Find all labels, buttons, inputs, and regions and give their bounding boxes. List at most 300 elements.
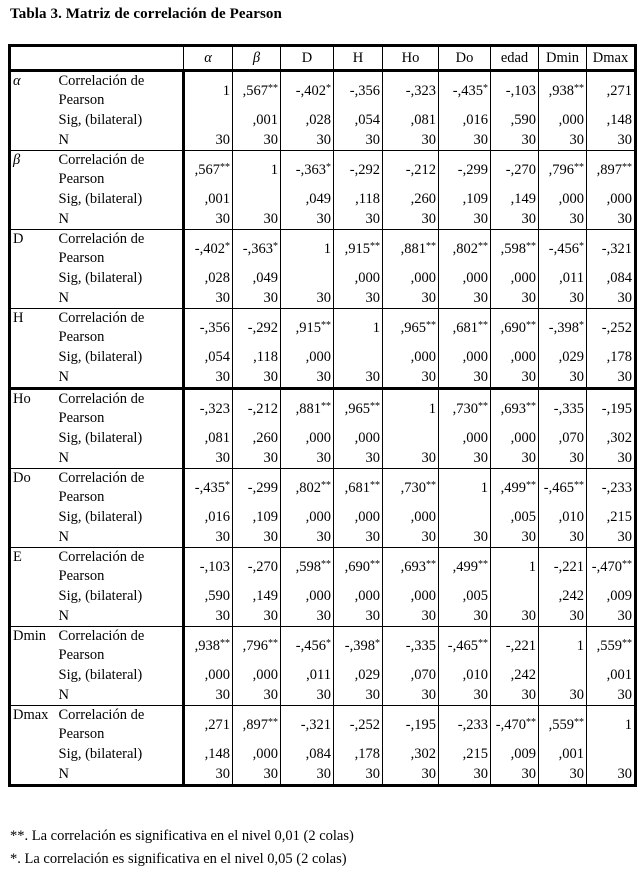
significance-marker: ** <box>526 319 536 331</box>
table-cell: -,402* <box>184 230 233 269</box>
row-statistic-label: Sig, (bilateral) <box>57 189 184 209</box>
table-cell: ,567** <box>233 71 281 111</box>
table-cell: 30 <box>233 606 281 627</box>
table-cell: ,730** <box>439 389 491 429</box>
table-cell: ,000 <box>281 347 334 367</box>
table-cell: -,195 <box>587 389 636 429</box>
table-cell: 30 <box>383 527 439 548</box>
row-statistic-label: Sig, (bilateral) <box>57 586 184 606</box>
table-cell: ,001 <box>233 110 281 130</box>
table-cell: ,567** <box>184 151 233 190</box>
table-cell: 30 <box>587 288 636 309</box>
table-row <box>10 469 636 508</box>
table-cell: 30 <box>184 527 233 548</box>
table-cell: ,000 <box>439 428 491 448</box>
table-cell: 30 <box>233 130 281 151</box>
table-row <box>10 110 636 130</box>
table-cell: ,010 <box>539 507 587 527</box>
table-cell: ,897** <box>587 151 636 190</box>
table-row <box>10 389 636 429</box>
table-cell: 30 <box>587 367 636 389</box>
table-cell: ,109 <box>233 507 281 527</box>
row-variable-label: α <box>10 71 57 151</box>
significance-marker: ** <box>622 161 632 173</box>
row-statistic-label: Correlación de Pearson <box>57 627 184 666</box>
table-cell: ,010 <box>439 665 491 685</box>
table-cell: -,212 <box>233 389 281 429</box>
table-cell: 30 <box>334 288 383 309</box>
significance-marker: ** <box>370 479 380 491</box>
header-corner <box>10 46 184 71</box>
table-cell: 30 <box>491 288 539 309</box>
table-cell: -,252 <box>334 706 383 745</box>
table-cell <box>439 507 491 527</box>
table-row <box>10 209 636 230</box>
table-row <box>10 428 636 448</box>
table-cell: ,690** <box>491 309 539 348</box>
table-cell: 30 <box>587 448 636 469</box>
table-cell: -,470** <box>587 548 636 587</box>
table-cell: 30 <box>281 448 334 469</box>
column-header: β <box>233 46 281 71</box>
table-cell: ,070 <box>383 665 439 685</box>
table-cell: ,000 <box>539 189 587 209</box>
significance-marker: * <box>375 637 380 649</box>
significance-marker: ** <box>370 400 380 412</box>
table-row <box>10 71 636 111</box>
row-statistic-label: N <box>57 685 184 706</box>
table-cell: ,559** <box>587 627 636 666</box>
significance-marker: ** <box>526 240 536 252</box>
significance-marker: * <box>225 479 230 491</box>
table-cell: ,000 <box>491 268 539 288</box>
table-cell: -,323 <box>383 71 439 111</box>
significance-marker: ** <box>478 558 488 570</box>
table-cell: 30 <box>539 367 587 389</box>
table-row <box>10 288 636 309</box>
table-cell: -,363* <box>233 230 281 269</box>
table-cell <box>491 586 539 606</box>
table-cell: 30 <box>439 130 491 151</box>
correlation-table <box>8 44 637 787</box>
table-cell: 30 <box>383 367 439 389</box>
table-cell: 30 <box>587 209 636 230</box>
column-header: α <box>184 46 233 71</box>
table-cell: -,435* <box>439 71 491 111</box>
table-cell: ,681** <box>439 309 491 348</box>
table-cell: 30 <box>334 209 383 230</box>
table-cell <box>539 665 587 685</box>
table-cell: ,016 <box>184 507 233 527</box>
table-cell: ,881** <box>383 230 439 269</box>
table-cell: ,001 <box>587 665 636 685</box>
significance-marker: ** <box>426 558 436 570</box>
row-statistic-label: N <box>57 130 184 151</box>
table-cell: ,011 <box>281 665 334 685</box>
table-cell: -,363* <box>281 151 334 190</box>
table-cell: 30 <box>491 527 539 548</box>
row-statistic-label: Sig, (bilateral) <box>57 744 184 764</box>
table-cell: ,000 <box>334 428 383 448</box>
table-cell: ,897** <box>233 706 281 745</box>
significance-marker: ** <box>478 319 488 331</box>
table-cell: -,335 <box>539 389 587 429</box>
table-cell: 30 <box>184 130 233 151</box>
table-cell: ,070 <box>539 428 587 448</box>
significance-marker: ** <box>478 637 488 649</box>
table-cell: 30 <box>439 448 491 469</box>
table-cell: 30 <box>334 527 383 548</box>
table-cell: -,195 <box>383 706 439 745</box>
table-cell: ,028 <box>184 268 233 288</box>
table-cell: 30 <box>491 764 539 786</box>
column-header: H <box>334 46 383 71</box>
table-cell: ,271 <box>184 706 233 745</box>
table-cell: -,465** <box>539 469 587 508</box>
row-statistic-label: Correlación de Pearson <box>57 309 184 348</box>
row-statistic-label: Sig, (bilateral) <box>57 507 184 527</box>
table-cell: ,965** <box>334 389 383 429</box>
table-cell: ,000 <box>184 665 233 685</box>
table-cell: 30 <box>491 606 539 627</box>
table-row <box>10 627 636 666</box>
significance-marker: ** <box>526 716 536 728</box>
table-cell: 30 <box>539 288 587 309</box>
table-cell: 30 <box>587 606 636 627</box>
table-cell: ,693** <box>383 548 439 587</box>
table-cell: ,081 <box>184 428 233 448</box>
significance-marker: ** <box>426 479 436 491</box>
table-cell: 1 <box>184 71 233 111</box>
table-cell: ,938** <box>184 627 233 666</box>
table-cell: ,730** <box>383 469 439 508</box>
significance-marker: ** <box>526 400 536 412</box>
column-header: Dmin <box>539 46 587 71</box>
table-cell: ,215 <box>439 744 491 764</box>
column-header: Dmax <box>587 46 636 71</box>
table-cell: ,802** <box>281 469 334 508</box>
table-cell: ,054 <box>334 110 383 130</box>
table-cell: ,149 <box>233 586 281 606</box>
table-cell: 1 <box>439 469 491 508</box>
table-cell: ,965** <box>383 309 439 348</box>
table-cell: -,321 <box>587 230 636 269</box>
table-cell: ,000 <box>334 586 383 606</box>
significance-marker: ** <box>574 479 584 491</box>
row-statistic-label: Correlación de Pearson <box>57 389 184 429</box>
table-cell: ,084 <box>281 744 334 764</box>
table-cell: 30 <box>281 367 334 389</box>
table-cell: ,559** <box>539 706 587 745</box>
table-cell: ,001 <box>184 189 233 209</box>
table-cell: ,084 <box>587 268 636 288</box>
table-cell: 30 <box>184 448 233 469</box>
table-cell: ,001 <box>539 744 587 764</box>
table-cell: 30 <box>383 606 439 627</box>
table-cell: ,598** <box>491 230 539 269</box>
table-cell: 30 <box>184 209 233 230</box>
table-cell: ,005 <box>439 586 491 606</box>
table-cell: ,000 <box>439 268 491 288</box>
table-cell: 30 <box>281 209 334 230</box>
row-statistic-label: Correlación de Pearson <box>57 71 184 111</box>
table-row <box>10 347 636 367</box>
significance-marker: ** <box>321 558 331 570</box>
table-cell: -,233 <box>587 469 636 508</box>
table-cell: -,398* <box>539 309 587 348</box>
table-cell: 30 <box>233 764 281 786</box>
row-statistic-label: N <box>57 764 184 786</box>
table-cell: 30 <box>587 130 636 151</box>
table-cell: ,118 <box>233 347 281 367</box>
table-cell: -,465** <box>439 627 491 666</box>
table-cell: ,693** <box>491 389 539 429</box>
row-statistic-label: N <box>57 448 184 469</box>
table-cell: 1 <box>491 548 539 587</box>
column-header: Ho <box>383 46 439 71</box>
table-cell: -,292 <box>334 151 383 190</box>
table-cell: -,402* <box>281 71 334 111</box>
significance-marker: ** <box>526 479 536 491</box>
table-cell: ,054 <box>184 347 233 367</box>
table-cell: ,148 <box>184 744 233 764</box>
table-row <box>10 527 636 548</box>
row-statistic-label: Sig, (bilateral) <box>57 110 184 130</box>
table-cell: ,681** <box>334 469 383 508</box>
table-row <box>10 685 636 706</box>
significance-marker: * <box>579 319 584 331</box>
table-cell: ,000 <box>281 428 334 448</box>
table-cell: ,005 <box>491 507 539 527</box>
table-cell: 30 <box>383 288 439 309</box>
table-cell: 30 <box>539 448 587 469</box>
table-cell: 30 <box>383 209 439 230</box>
table-cell: ,796** <box>233 627 281 666</box>
table-cell: ,029 <box>539 347 587 367</box>
table-cell: 30 <box>439 764 491 786</box>
table-cell: ,302 <box>383 744 439 764</box>
table-cell: ,915** <box>334 230 383 269</box>
table-cell: -,221 <box>539 548 587 587</box>
table-cell: -,470** <box>491 706 539 745</box>
table-cell: 30 <box>281 764 334 786</box>
significance-marker: ** <box>220 161 230 173</box>
table-cell: 1 <box>281 230 334 269</box>
table-cell: ,000 <box>233 665 281 685</box>
table-cell: ,081 <box>383 110 439 130</box>
table-cell: -,398* <box>334 627 383 666</box>
table-cell: -,299 <box>439 151 491 190</box>
table-cell <box>281 268 334 288</box>
table-cell: 30 <box>539 209 587 230</box>
table-cell: -,456* <box>539 230 587 269</box>
table-cell: ,242 <box>539 586 587 606</box>
table-cell: ,242 <box>491 665 539 685</box>
table-cell: -,233 <box>439 706 491 745</box>
table-cell: ,215 <box>587 507 636 527</box>
table-cell: 30 <box>184 367 233 389</box>
table-cell: ,028 <box>281 110 334 130</box>
table-cell: -,270 <box>491 151 539 190</box>
significance-marker: ** <box>268 716 278 728</box>
table-cell <box>184 110 233 130</box>
table-cell: ,260 <box>233 428 281 448</box>
table-cell <box>334 347 383 367</box>
row-statistic-label: N <box>57 606 184 627</box>
table-cell: 30 <box>439 288 491 309</box>
table-cell: 30 <box>539 606 587 627</box>
table-cell: 30 <box>184 288 233 309</box>
table-cell: ,009 <box>491 744 539 764</box>
table-cell: 30 <box>233 448 281 469</box>
table-cell: 30 <box>184 606 233 627</box>
table-cell: ,000 <box>383 586 439 606</box>
table-cell <box>383 428 439 448</box>
table-cell: ,690** <box>334 548 383 587</box>
table-cell: -,292 <box>233 309 281 348</box>
table-title: Tabla 3. Matriz de correlación de Pearson <box>10 6 282 22</box>
table-row <box>10 130 636 151</box>
table-cell: -,299 <box>233 469 281 508</box>
table-cell: ,000 <box>491 347 539 367</box>
significance-marker: * <box>225 240 230 252</box>
table-cell: ,000 <box>491 428 539 448</box>
row-statistic-label: Sig, (bilateral) <box>57 665 184 685</box>
table-cell: ,148 <box>587 110 636 130</box>
significance-marker: * <box>326 82 331 94</box>
table-cell: ,802** <box>439 230 491 269</box>
table-cell: ,271 <box>587 71 636 111</box>
table-cell: ,302 <box>587 428 636 448</box>
significance-marker: ** <box>370 558 380 570</box>
significance-marker: ** <box>574 161 584 173</box>
table-cell: ,029 <box>334 665 383 685</box>
significance-marker: ** <box>478 240 488 252</box>
significance-marker: ** <box>622 637 632 649</box>
footnote-005: *. La correlación es significativa en el nivel 0,05 (2 colas) <box>10 851 347 867</box>
row-variable-label: Dmin <box>10 627 57 706</box>
table-cell: ,881** <box>281 389 334 429</box>
significance-marker: ** <box>268 82 278 94</box>
table-cell: 30 <box>281 288 334 309</box>
table-cell: -,456* <box>281 627 334 666</box>
table-cell: 30 <box>439 685 491 706</box>
row-variable-label: H <box>10 309 57 389</box>
table-row <box>10 744 636 764</box>
table-row <box>10 507 636 527</box>
table-cell: 30 <box>233 367 281 389</box>
row-variable-label: Ho <box>10 389 57 469</box>
table-row <box>10 606 636 627</box>
table-row <box>10 548 636 587</box>
table-cell: 30 <box>334 367 383 389</box>
table-cell: 30 <box>233 685 281 706</box>
table-cell: ,118 <box>334 189 383 209</box>
row-variable-label: Do <box>10 469 57 548</box>
table-cell: 30 <box>334 130 383 151</box>
table-cell: 30 <box>491 367 539 389</box>
table-cell: -,356 <box>184 309 233 348</box>
significance-marker: * <box>326 637 331 649</box>
table-row <box>10 151 636 190</box>
table-cell: -,321 <box>281 706 334 745</box>
table-row <box>10 189 636 209</box>
table-cell: -,252 <box>587 309 636 348</box>
table-cell: -,221 <box>491 627 539 666</box>
row-variable-label: Dmax <box>10 706 57 786</box>
table-row <box>10 367 636 389</box>
table-cell: 30 <box>334 685 383 706</box>
table-cell: 30 <box>334 606 383 627</box>
table-row <box>10 309 636 348</box>
table-cell: 30 <box>491 209 539 230</box>
table-cell: 30 <box>491 685 539 706</box>
table-cell: 30 <box>233 288 281 309</box>
table-cell <box>587 744 636 764</box>
significance-marker: * <box>483 82 488 94</box>
column-header: edad <box>491 46 539 71</box>
table-cell: ,000 <box>281 507 334 527</box>
table-cell: 30 <box>383 130 439 151</box>
table-cell: ,178 <box>334 744 383 764</box>
column-header: D <box>281 46 334 71</box>
row-statistic-label: Correlación de Pearson <box>57 706 184 745</box>
table-cell: ,049 <box>233 268 281 288</box>
table-row <box>10 665 636 685</box>
table-row <box>10 586 636 606</box>
significance-marker: * <box>273 240 278 252</box>
row-variable-label: β <box>10 151 57 230</box>
significance-marker: * <box>326 161 331 173</box>
table-cell: ,000 <box>281 586 334 606</box>
column-header: Do <box>439 46 491 71</box>
significance-marker: ** <box>268 637 278 649</box>
table-cell: 30 <box>334 764 383 786</box>
footnote-001: **. La correlación es significativa en el nivel 0,01 (2 colas) <box>10 828 354 844</box>
table-row <box>10 764 636 786</box>
table-cell: ,000 <box>539 110 587 130</box>
row-statistic-label: Sig, (bilateral) <box>57 268 184 288</box>
table-cell: ,590 <box>184 586 233 606</box>
significance-marker: ** <box>220 637 230 649</box>
table-cell: ,260 <box>383 189 439 209</box>
row-statistic-label: Correlación de Pearson <box>57 230 184 269</box>
table-cell: 1 <box>334 309 383 348</box>
table-row <box>10 230 636 269</box>
table-row <box>10 268 636 288</box>
table-cell: -,335 <box>383 627 439 666</box>
table-cell: 1 <box>587 706 636 745</box>
table-cell: 30 <box>491 130 539 151</box>
significance-marker: ** <box>321 479 331 491</box>
significance-marker: ** <box>426 319 436 331</box>
table-cell: 1 <box>233 151 281 190</box>
table-cell: -,435* <box>184 469 233 508</box>
table-cell: 1 <box>383 389 439 429</box>
row-statistic-label: Correlación de Pearson <box>57 469 184 508</box>
table-cell: 30 <box>184 764 233 786</box>
table-cell: 30 <box>491 448 539 469</box>
table-cell: 30 <box>281 130 334 151</box>
table-cell: ,000 <box>233 744 281 764</box>
row-statistic-label: Correlación de Pearson <box>57 548 184 587</box>
row-statistic-label: Correlación de Pearson <box>57 151 184 190</box>
table-row <box>10 706 636 745</box>
table-cell: ,796** <box>539 151 587 190</box>
table-cell: -,323 <box>184 389 233 429</box>
table-cell <box>233 189 281 209</box>
significance-marker: ** <box>574 82 584 94</box>
